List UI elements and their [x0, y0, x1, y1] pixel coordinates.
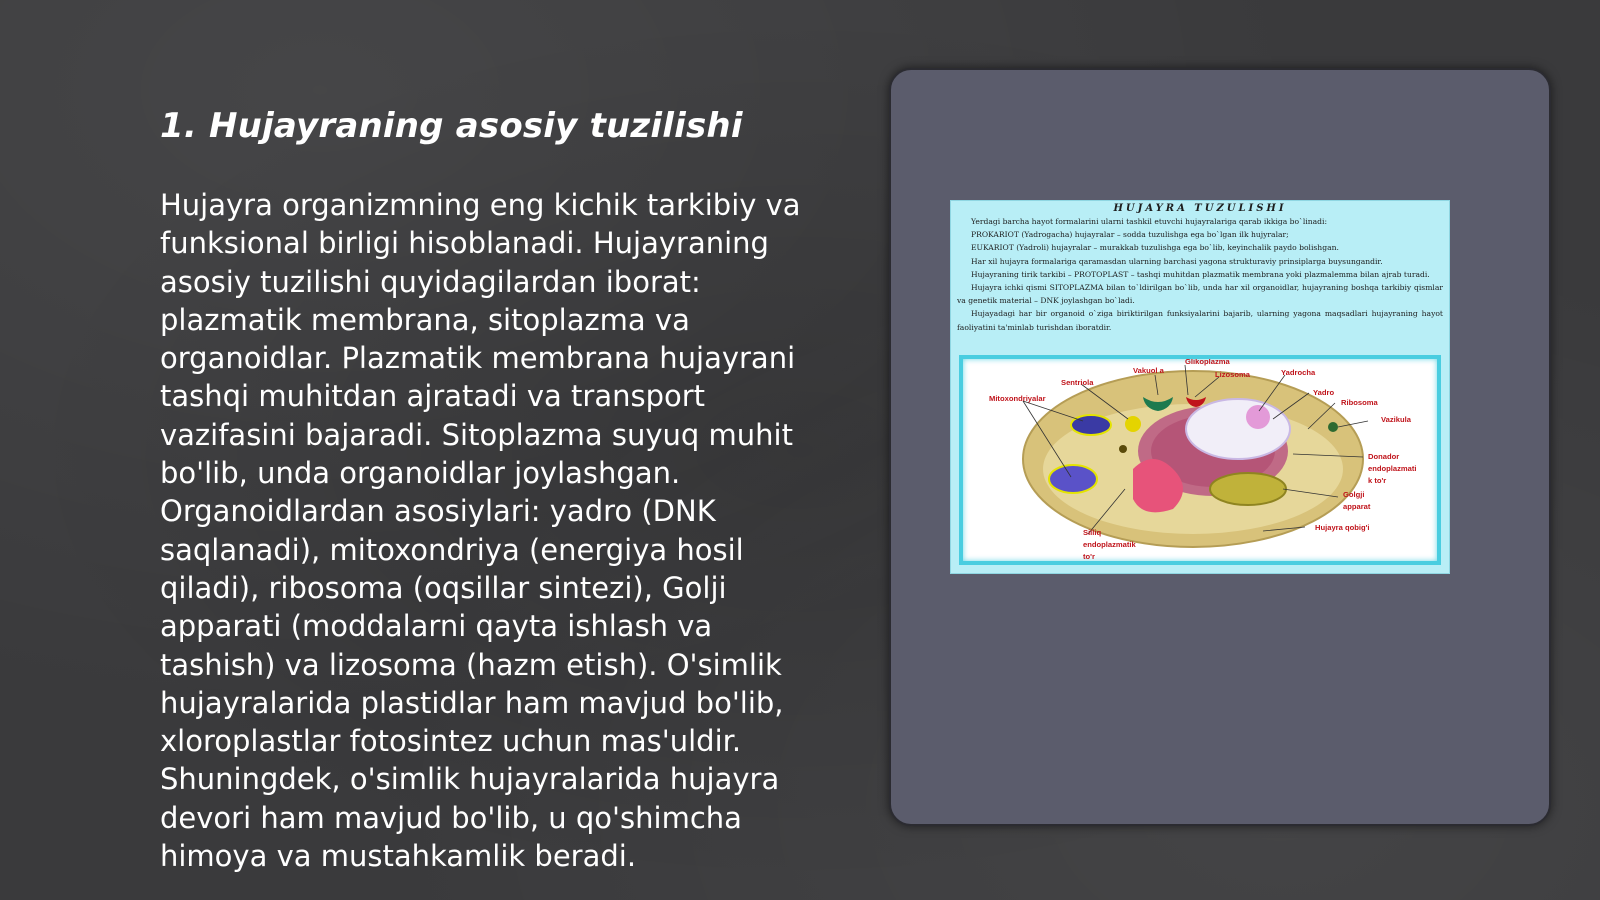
nucleolus: [1246, 405, 1270, 429]
slide-body-text: Hujayra organizmning eng kichik tarkibiy va funksional birligi hisoblanadi. Hujayraning asosiy tuzilishi quyidagilardan iborat: plazmatik membrana, sitoplazma va organoidlar. Plazmatik membrana hujayrani tashqi muhitdan ajratadi va transport vazifasini bajaradi. Sitoplazma suyuq muhit bo'lib, unda organoidlar joylashgan. Organoidlardan asosiylari: yadro (DNK saqlanadi), mitoxondriya (energiya hosil qiladi), ribosoma (oqsillar sintezi), Golji apparati (moddalarni qayta ishlash va tashish) va lizosoma (hazm etish). O'simlik hujayralarida plastidlar ham mavjud bo'lib, xloroplastlar fotosintez uchun mas'uldir. Shuningdek, o'simlik hujayralarida hujayra devori ham mavjud bo'lib, u qo'shimcha himoya va mustahkamlik beradi.: [160, 188, 801, 874]
figure-text-line: EUKARIOT (Yadroli) hujayralar – murakkab tuzulishga ega bo`lib, keyinchalik paydo bolishgan.: [971, 243, 1339, 253]
figure-text-line: Hujayra ichki qismi SITOPLAZMA bilan to`ldirilgan bo`lib, unda har xil organoidlar, hujayraning boshqa tarkibiy qismlar va genetik material – DNK joylashgan bo`ladi.: [957, 283, 1443, 306]
cell-diagram-panel: [959, 355, 1441, 565]
label-hujayra-qobigi: Hujayra qobig'i: [1315, 523, 1370, 532]
label-glikoplazma: Glikoplazma: [1185, 359, 1230, 366]
ribosome: [1119, 445, 1127, 453]
label-golji: Golgji: [1343, 490, 1365, 499]
label-endoplazmati: endoplazmati: [1368, 464, 1417, 473]
vesicle: [1328, 422, 1338, 432]
label-tor: to'r: [1083, 552, 1095, 561]
cell-diagram: [963, 359, 1437, 561]
figure-text-line: PROKARIOT (Yadrogacha) hujayralar – sodda tuzulishga ega bo`lgan ilk hujyralar;: [971, 230, 1289, 240]
label-yadro: Yadro: [1313, 388, 1335, 397]
label-silliq: Silliq: [1083, 528, 1102, 537]
mitochondrion: [1071, 415, 1111, 435]
label-k-tor: k to'r: [1368, 476, 1387, 485]
label-mitoxondriyalar: Mitoxondriyalar: [989, 394, 1046, 403]
cell-structure-figure: [950, 200, 1450, 574]
label-apparat: apparat: [1343, 502, 1371, 511]
mitochondrion: [1049, 465, 1097, 493]
label-ribosoma: Ribosoma: [1341, 398, 1378, 407]
figure-text-line: Har xil hujayra formalariga qaramasdan ularning barchasi yagona strukturaviy prinsiplarga buysungandir.: [971, 256, 1383, 266]
nucleus: [1186, 399, 1290, 459]
label-vazikula: Vazikula: [1381, 415, 1411, 424]
label-vakuola: Vakuol a: [1133, 366, 1164, 375]
slide-title: 1. Hujayraning asosiy tuzilishi: [160, 106, 743, 146]
figure-text-line: Hujayadagi har bir organoid o`ziga biriktirilgan funksiyalarini bajarib, ularning yagona maqsadlari hujayraning hayot faoliyatini ta'minlab turishdan iboratdir.: [957, 309, 1443, 332]
label-lizosoma: Lizosoma: [1215, 370, 1251, 379]
figure-text-line: Yerdagi barcha hayot formalarini ularni tashkil etuvchi hujayralariga qarab ikkiga bo`linadi:: [971, 217, 1328, 226]
golgi-apparatus: [1210, 473, 1286, 505]
label-donador: Donador: [1368, 452, 1400, 461]
label-sentriola: Sentriola: [1061, 378, 1094, 387]
figure-heading: HUJAYRA TUZULISHI: [1113, 203, 1287, 214]
label-yadrocha: Yadrocha: [1281, 368, 1316, 377]
label-endoplazmatik: endoplazmatik: [1083, 540, 1136, 549]
figure-text-line: Hujayraning tirik tarkibi – PROTOPLAST – tashqi muhitdan plazmatik membrana yoki plazmalemma bilan ajrab turadi.: [971, 269, 1430, 279]
